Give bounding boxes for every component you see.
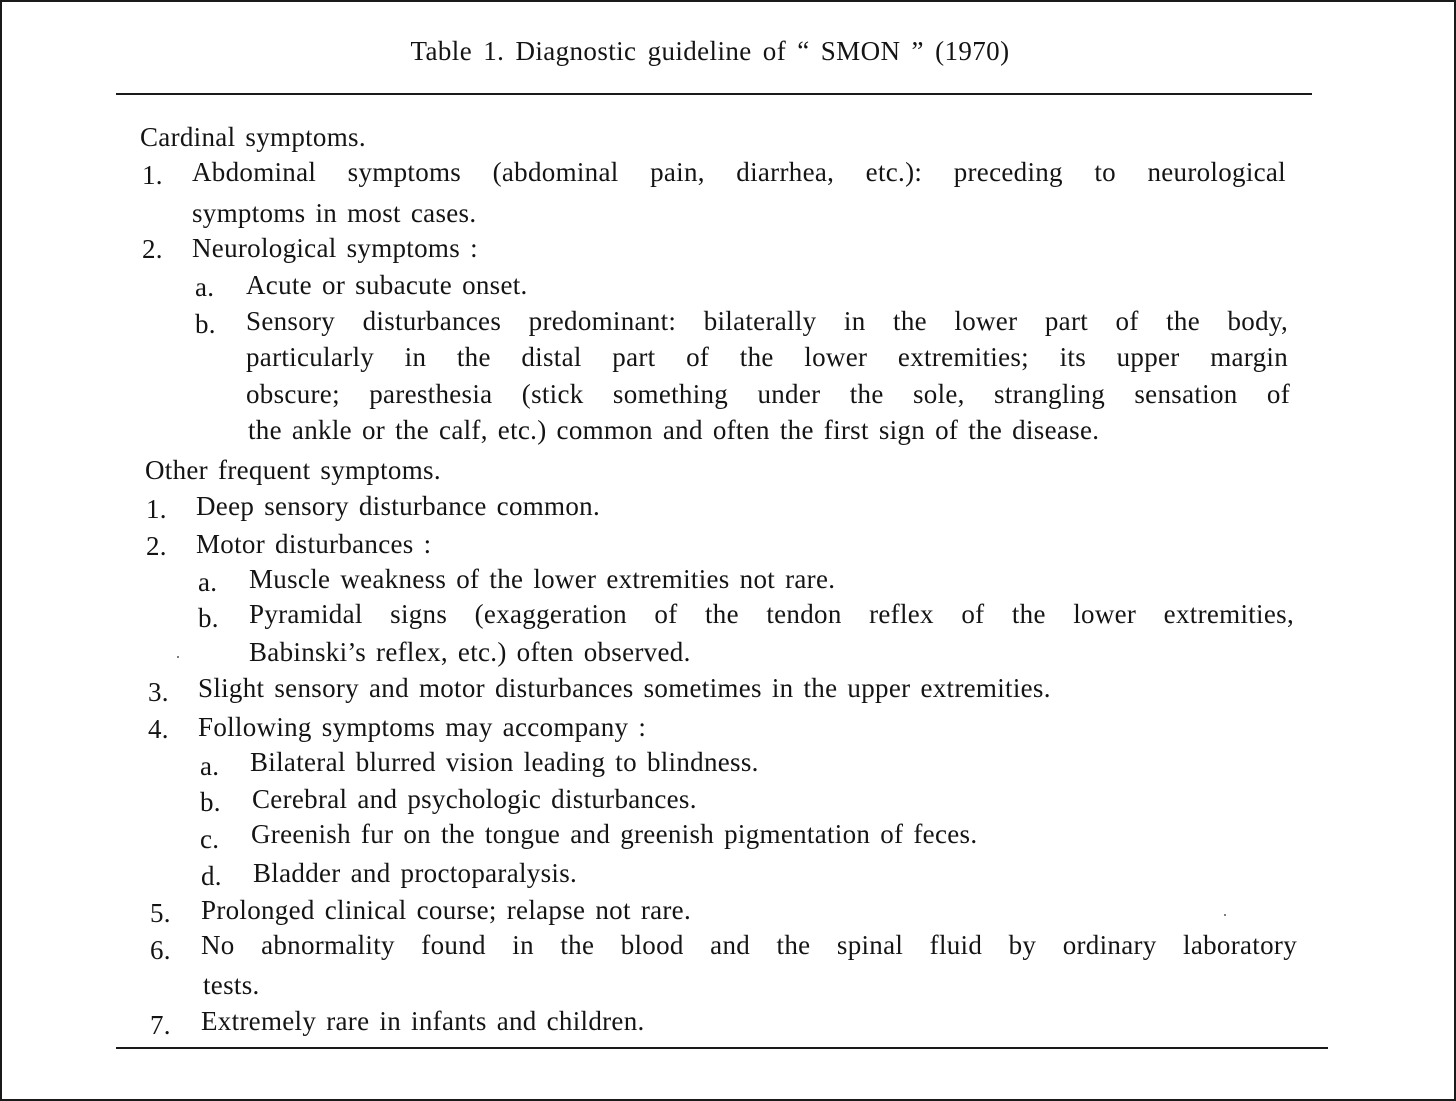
item-number: 1. (146, 494, 167, 524)
item-text-continued: tests. (203, 970, 260, 1000)
item-text: Deep sensory disturbance common. (196, 491, 600, 521)
subitem-text-continued: the ankle or the calf, etc.) common and often the first sign of the disease. (248, 415, 1100, 445)
section-heading-cardinal: Cardinal symptoms. (140, 122, 366, 152)
item-text: Extremely rare in infants and children. (201, 1006, 645, 1036)
item-number: 3. (148, 677, 169, 707)
subitem-text: Cerebral and psychologic disturbances. (252, 784, 697, 814)
subitem-text: Sensory disturbances predominant: bilaterally in the lower part of the body, (246, 306, 1288, 336)
subitem-letter: b. (195, 309, 216, 339)
subitem-text-continued: Babinski’s reflex, etc.) often observed. (249, 637, 691, 667)
item-number: 4. (148, 714, 169, 744)
item-text: Prolonged clinical course; relapse not rare. (201, 895, 692, 925)
subitem-text-continued: particularly in the distal part of the lower extremities; its upper margin (246, 342, 1288, 372)
item-number: 2. (146, 531, 167, 561)
subitem-text: Muscle weakness of the lower extremities not rare. (249, 564, 836, 594)
item-text: Following symptoms may accompany : (198, 712, 647, 742)
subitem-text-continued: obscure; paresthesia (stick something under the sole, strangling sensation of (246, 379, 1290, 409)
subitem-letter: a. (200, 751, 220, 781)
subitem-letter: b. (200, 787, 221, 817)
subitem-letter: a. (195, 272, 215, 302)
subitem-letter: c. (200, 824, 220, 854)
item-text: Motor disturbances : (196, 529, 432, 559)
item-text: Neurological symptoms : (192, 233, 478, 263)
item-text: Abdominal symptoms (abdominal pain, diarrhea, etc.): preceding to neurological (192, 157, 1286, 187)
section-heading-other: Other frequent symptoms. (145, 455, 441, 485)
subitem-text: Bladder and proctoparalysis. (253, 858, 578, 888)
item-text: Slight sensory and motor disturbances sometimes in the upper extremities. (198, 673, 1051, 703)
table-title: Table 1. Diagnostic guideline of “ SMON ” (1970) (410, 36, 1010, 66)
subitem-letter: b. (198, 603, 219, 633)
subitem-text: Bilateral blurred vision leading to blindness. (250, 747, 759, 777)
item-number: 1. (142, 160, 163, 190)
item-text-continued: symptoms in most cases. (192, 198, 477, 228)
subitem-text: Greenish fur on the tongue and greenish pigmentation of feces. (251, 819, 978, 849)
item-number: 2. (142, 234, 163, 264)
speck-mark (1224, 914, 1226, 916)
subitem-letter: d. (201, 861, 222, 891)
subitem-text: Acute or subacute onset. (246, 270, 528, 300)
speck-mark (177, 656, 179, 658)
subitem-text: Pyramidal signs (exaggeration of the tendon reflex of the lower extremities, (249, 599, 1294, 629)
subitem-letter: a. (198, 567, 218, 597)
item-number: 7. (150, 1010, 171, 1040)
bottom-rule (116, 1047, 1328, 1049)
item-text: No abnormality found in the blood and the spinal fluid by ordinary laboratory (201, 930, 1297, 960)
item-number: 6. (150, 935, 171, 965)
item-number: 5. (150, 898, 171, 928)
